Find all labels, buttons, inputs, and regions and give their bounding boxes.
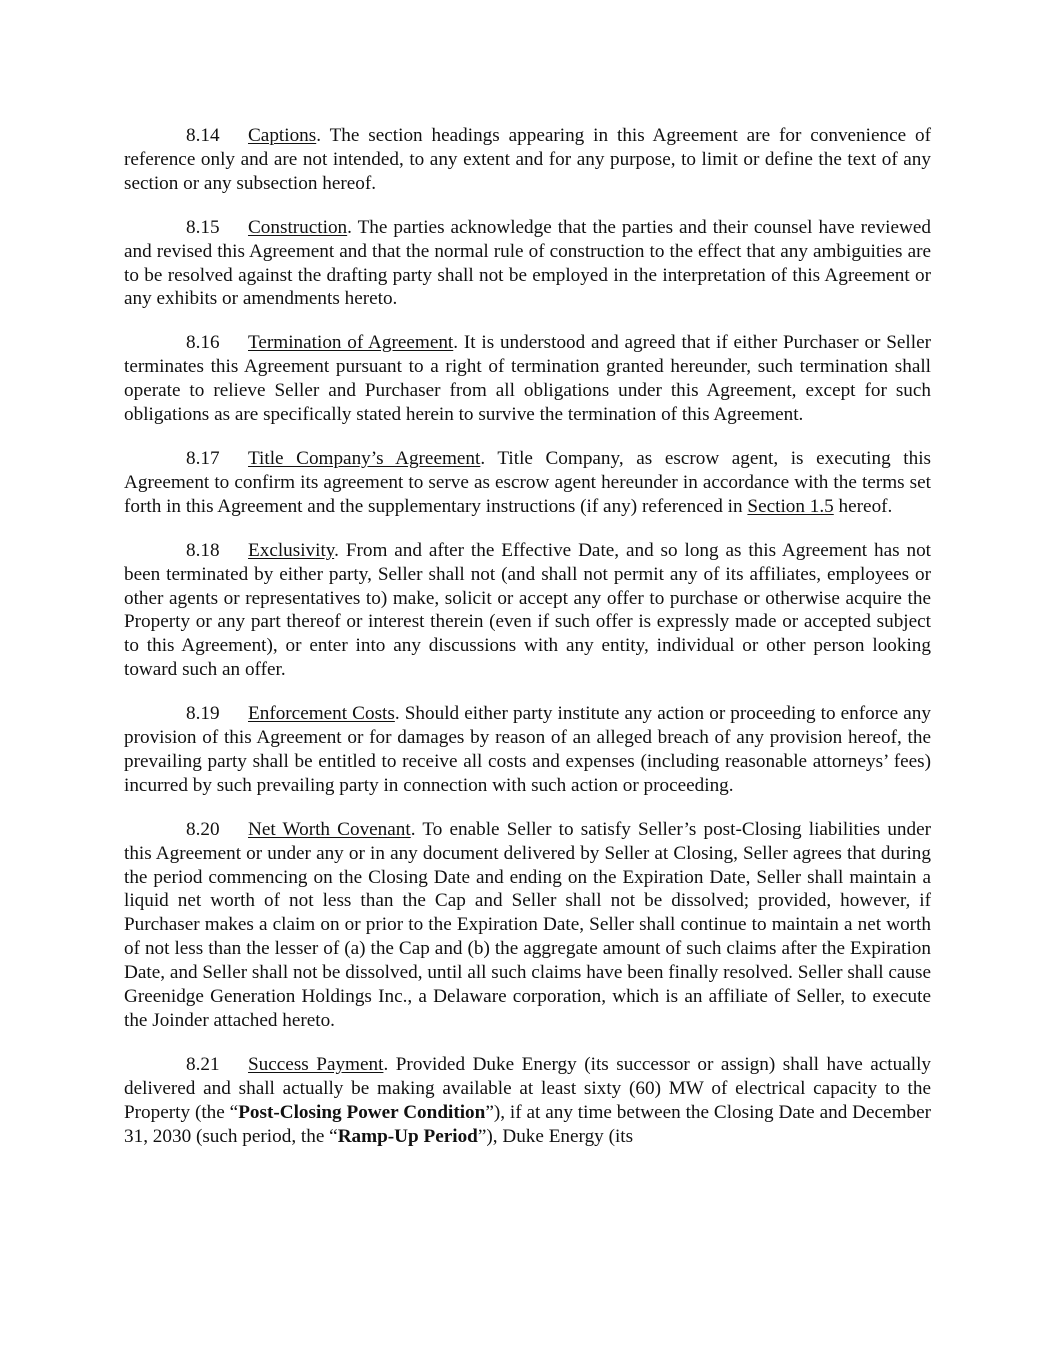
section-reference: Section 1.5 bbox=[747, 495, 834, 517]
section-text: . The section headings appearing in this Agreement are for convenience of reference only and are not intended, to any extent and for any purpose, to limit or define the text of any section or any subsection hereof. bbox=[124, 125, 931, 194]
section-text: . The parties acknowledge that the parties and their counsel have reviewed and revised this Agreement and that the normal rule of construction to the effect that any ambiguities are to be resolved against the drafting party shall not be employed in the interpretation of this Agreement or any exhibits or amendments hereto. bbox=[124, 216, 931, 310]
section-text: ”), if at any time between the Closing Date and December 31, 2030 (such period, the “ bbox=[124, 1101, 931, 1147]
section-8-17 bbox=[124, 447, 931, 519]
section-number: 8.19 bbox=[186, 703, 220, 725]
section-number: 8.20 bbox=[186, 818, 220, 840]
section-text: . To enable Seller to satisfy Seller’s post-Closing liabilities under this Agreement or under any or in any document delivered by Seller at Closing, Seller agrees that during the period commencing on the Closing Date and ending on the Expiration Date, Seller shall maintain a liquid net worth of not less than the Cap and Seller shall not be dissolved; provided, however, if Purchaser makes a claim on or prior to the Expiration Date, Seller shall continue to maintain a net worth of not less than the lesser of (a) the Cap and (b) the aggregate amount of such claims after the Expiration Date, and Seller shall not be dissolved, until all such claims have been finally resolved. Seller shall cause Greenidge Generation Holdings Inc., a Delaware corporation, which is an affiliate of Seller, to execute the Joinder attached hereto. bbox=[124, 818, 932, 1031]
section-8-18 bbox=[124, 539, 931, 682]
section-title: Exclusivity bbox=[248, 539, 335, 561]
section-8-19 bbox=[124, 702, 931, 798]
section-text: . Should either party institute any action or proceeding to enforce any provision of this Agreement or for damages by reason of an alleged breach of any provision hereof, the prevailing party shall be entitled to receive all costs and expenses (including reasonable attorneys’ fees) incurred by such prevailing party in connection with such action or proceeding. bbox=[124, 703, 931, 796]
section-title: Success Payment bbox=[248, 1053, 384, 1075]
section-8-20 bbox=[124, 818, 931, 1033]
defined-term-ramp-up-period: Ramp-Up Period bbox=[337, 1125, 478, 1147]
section-number: 8.16 bbox=[186, 332, 220, 354]
section-8-14 bbox=[124, 124, 931, 196]
section-text-after: hereof. bbox=[833, 495, 893, 517]
section-text: . It is understood and agreed that if either Purchaser or Seller terminates this Agreement pursuant to a right of termination granted hereunder, such termination shall operate to relieve Seller and Purchaser from all obligations under this Agreement, except for such obligations as are specifically stated herein to survive the termination of this Agreement. bbox=[124, 332, 931, 426]
section-title: Enforcement Costs bbox=[248, 703, 395, 725]
section-8-15 bbox=[124, 216, 931, 312]
section-title: Construction bbox=[248, 216, 348, 238]
section-number: 8.21 bbox=[186, 1053, 220, 1075]
section-8-21 bbox=[124, 1053, 931, 1149]
section-8-16 bbox=[124, 331, 931, 427]
section-title: Net Worth Covenant bbox=[248, 818, 411, 840]
document-page bbox=[124, 124, 931, 1169]
section-number: 8.14 bbox=[186, 125, 220, 146]
section-text: . Provided Duke Energy (its successor or assign) shall have actually delivered and shall actually be making available at least sixty (60) MW of electrical capacity to the Property (the “ bbox=[124, 1053, 931, 1123]
section-text: . Title Company, as escrow agent, is executing this Agreement to confirm its agreement to serve as escrow agent hereunder in accordance with the terms set forth in this Agreement and the supplementary instructions (if any) referenced in bbox=[124, 447, 931, 517]
section-text: ”), Duke Energy (its bbox=[477, 1125, 634, 1147]
section-number: 8.17 bbox=[186, 447, 220, 469]
defined-term-post-closing-power-condition: Post-Closing Power Condition bbox=[238, 1101, 486, 1123]
section-title: Termination of Agreement bbox=[248, 332, 454, 354]
section-number: 8.15 bbox=[186, 216, 220, 238]
section-text: . From and after the Effective Date, and so long as this Agreement has not been terminated by either party, Seller shall not (and shall not permit any of its affiliates, employees or other agents or representatives to) make, solicit or accept any offer to purchase or otherwise acquire the Property or any part thereof or interest therein (even if such offer is expressly made or accepted subject to this Agreement), or enter into any discussions with any entity, individual or other person looking toward such an offer. bbox=[124, 539, 931, 681]
section-number: 8.18 bbox=[186, 539, 220, 561]
section-title: Title Company’s Agreement bbox=[248, 447, 481, 469]
section-title: Captions bbox=[248, 125, 317, 146]
